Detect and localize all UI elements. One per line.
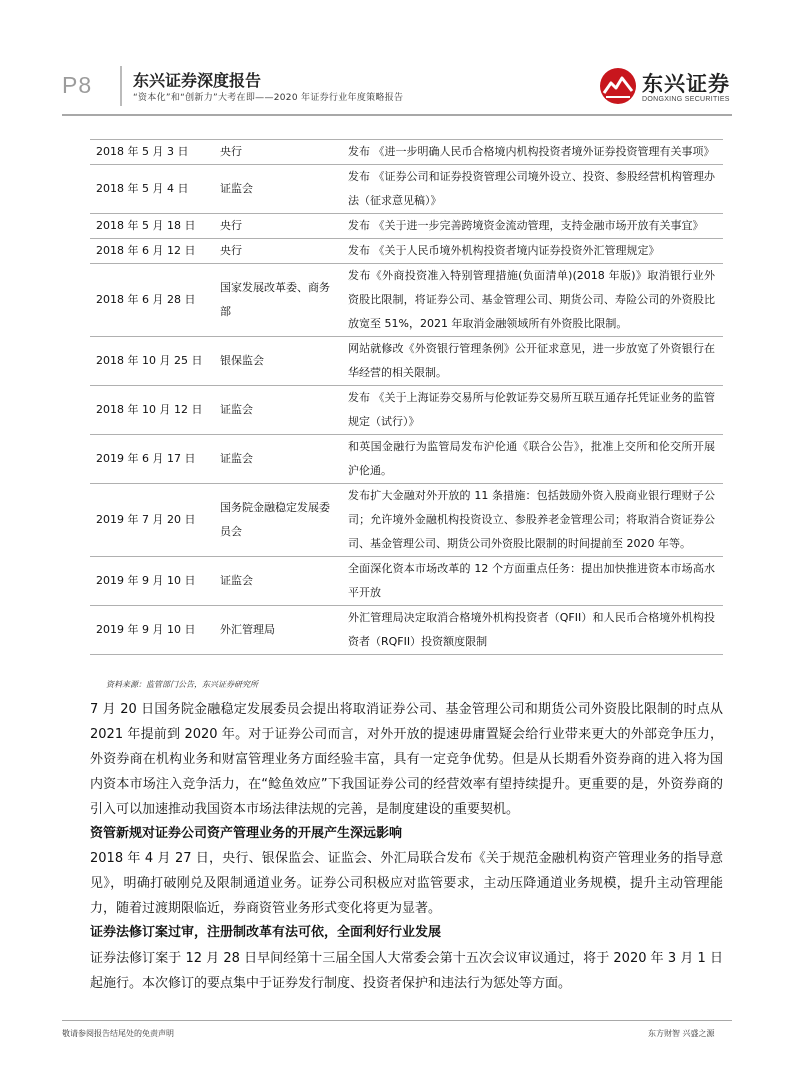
- row-date: 2019 年 7 月 20 日: [90, 484, 216, 557]
- row-event: 发布 《关于人民币境外机构投资者境内证券投资外汇管理规定》: [344, 239, 723, 264]
- company-logo: [598, 66, 738, 108]
- row-date: 2018 年 5 月 4 日: [90, 165, 216, 214]
- page-number: P8: [62, 72, 93, 98]
- row-org: 国家发展改革委、商务部: [216, 264, 344, 337]
- row-date: 2018 年 5 月 18 日: [90, 214, 216, 239]
- row-date: 2018 年 10 月 25 日: [90, 337, 216, 386]
- row-event: 发布 《证券公司和证券投资管理公司境外设立、投资、参股经营机构管理办法（征求意见稿）》: [344, 165, 723, 214]
- table-row: [90, 484, 723, 557]
- table-row: [90, 606, 723, 655]
- row-org: 央行: [216, 239, 344, 264]
- policy-table: [90, 139, 723, 655]
- row-org: 证监会: [216, 165, 344, 214]
- table-row: [90, 557, 723, 606]
- paragraph-asset-management: 2018 年 4 月 27 日，央行、银保监会、证监会、外汇局联合发布《关于规范金融机构资产管理业务的指导意见》，明确打破刚兑及限制通道业务。证券公司积极应对监管要求，主动压降通道业务规模，提升主动管理能力，随着过渡期限临近，券商资管业务形式变化将更为显著。: [90, 851, 723, 916]
- table-row: [90, 165, 723, 214]
- row-event: 外汇管理局决定取消合格境外机构投资者（QFII）和人民币合格境外机构投资者（RQFII）投资额度限制: [344, 606, 723, 655]
- row-date: 2019 年 6 月 17 日: [90, 435, 216, 484]
- row-org: 外汇管理局: [216, 606, 344, 655]
- report-subtitle: “资本化”和“创新力”大考在即——2020 年证券行业年度策略报告: [133, 93, 404, 103]
- header-divider: [120, 66, 122, 106]
- row-org: 证监会: [216, 435, 344, 484]
- row-date: 2018 年 6 月 12 日: [90, 239, 216, 264]
- page-header: [0, 0, 793, 112]
- paragraph-securities-law: 证券法修订案于 12 月 28 日早间经第十三届全国人大常委会第十五次会议审议通过，将于 2020 年 3 月 1 日起施行。本次修订的要点集中于证券发行制度、投资者保护和违法行为惩处等方面。: [90, 951, 723, 991]
- table-row: [90, 264, 723, 337]
- row-event: 发布 《关于上海证券交易所与伦敦证券交易所互联互通存托凭证业务的监管规定（试行）》: [344, 386, 723, 435]
- heading-securities-law: 证券法修订案过审，注册制改革有法可依，全面利好行业发展: [90, 925, 442, 940]
- row-event: 发布 《进一步明确人民币合格境内机构投资者境外证券投资管理有关事项》: [344, 140, 723, 165]
- row-org: 国务院金融稳定发展委员会: [216, 484, 344, 557]
- row-date: 2019 年 9 月 10 日: [90, 606, 216, 655]
- row-event: 全面深化资本市场改革的 12 个方面重点任务：提出加快推进资本市场高水平开放: [344, 557, 723, 606]
- logo-text-cn: 东兴证券: [642, 72, 730, 96]
- table-row: [90, 386, 723, 435]
- source-note: 资料来源：监管部门公告，东兴证券研究所: [106, 680, 258, 689]
- row-org: 银保监会: [216, 337, 344, 386]
- report-title: 东兴证券深度报告: [133, 71, 262, 90]
- paragraph-opening-up: 7 月 20 日国务院金融稳定发展委员会提出将取消证券公司、基金管理公司和期货公司外资股比限制的时点从 2021 年提前到 2020 年。对于证券公司而言，对外开放的提速毋庸置疑会给行业带来更大的外部竞争压力，外资券商在机构业务和财富管理业务方面经验丰富，具有一定竞争优势。但是从长期看外资券商的进入将为国内资本市场注入竞争活力，在“鲶鱼效应”下我国证券公司的经营效率有望持续提升。更重要的是，外资券商的引入可以加速推动我国资本市场法律法规的完善，是制度建设的重要契机。: [90, 702, 723, 817]
- header-rule: [62, 114, 732, 116]
- row-event: 发布扩大金融对外开放的 11 条措施：包括鼓励外资入股商业银行理财子公司；允许境外金融机构投资设立、参股养老金管理公司；将取消合资证券公司、基金管理公司、期货公司外资股比限制的时间提前至 2020 年等。: [344, 484, 723, 557]
- table-row: [90, 214, 723, 239]
- row-event: 发布《外商投资准入特别管理措施(负面清单)(2018 年版)》取消银行业外资股比限制，将证券公司、基金管理公司、期货公司、寿险公司的外资股比放宽至 51%，2021 年取消金融领域所有外资股比限制。: [344, 264, 723, 337]
- row-org: 证监会: [216, 557, 344, 606]
- row-date: 2019 年 9 月 10 日: [90, 557, 216, 606]
- row-event: 发布 《关于进一步完善跨境资金流动管理，支持金融市场开放有关事宜》: [344, 214, 723, 239]
- row-date: 2018 年 10 月 12 日: [90, 386, 216, 435]
- footer-rule: [62, 1020, 732, 1021]
- row-org: 央行: [216, 140, 344, 165]
- logo-text-en: DONGXING SECURITIES: [642, 96, 730, 103]
- table-row: [90, 239, 723, 264]
- logo-emblem-icon: [598, 66, 638, 106]
- row-org: 央行: [216, 214, 344, 239]
- footer-slogan: 东方财智 兴盛之源: [648, 1029, 715, 1038]
- footer-disclaimer: 敬请参阅报告结尾处的免责声明: [62, 1029, 174, 1038]
- row-date: 2018 年 5 月 3 日: [90, 140, 216, 165]
- row-org: 证监会: [216, 386, 344, 435]
- row-event: 网站就修改《外资银行管理条例》公开征求意见，进一步放宽了外资银行在华经营的相关限制。: [344, 337, 723, 386]
- heading-asset-management: 资管新规对证券公司资产管理业务的开展产生深远影响: [90, 826, 403, 841]
- row-date: 2018 年 6 月 28 日: [90, 264, 216, 337]
- table-row: [90, 337, 723, 386]
- table-row: [90, 140, 723, 165]
- row-event: 和英国金融行为监管局发布沪伦通《联合公告》，批准上交所和伦交所开展沪伦通。: [344, 435, 723, 484]
- table-row: [90, 435, 723, 484]
